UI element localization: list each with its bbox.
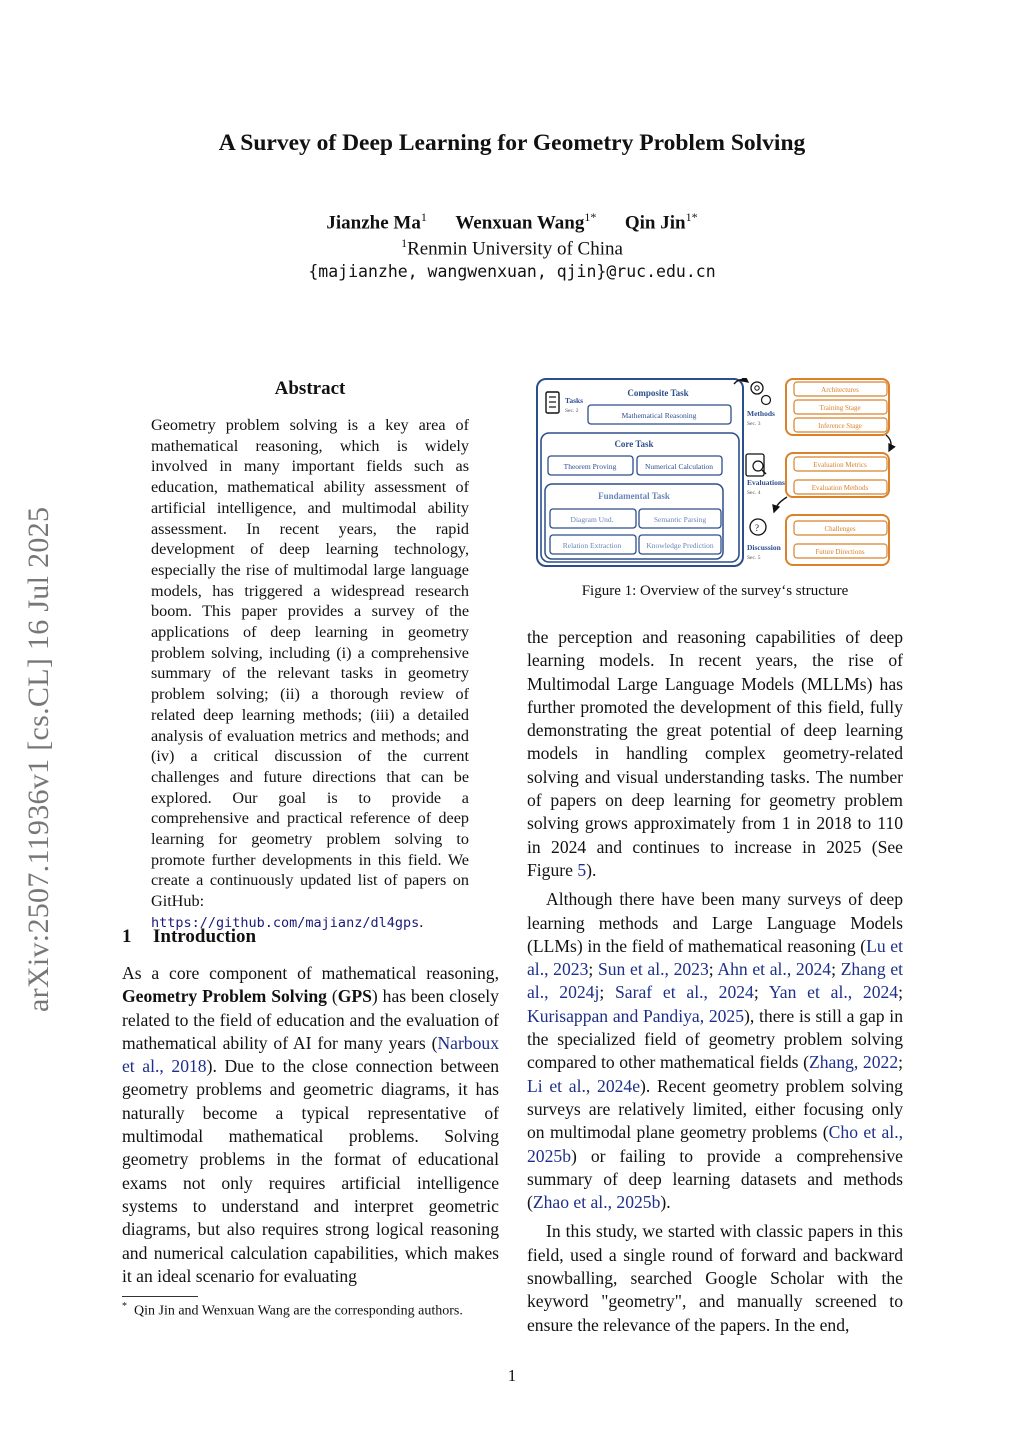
footnote-mark: * bbox=[122, 1301, 127, 1312]
section-heading bbox=[122, 926, 256, 948]
citation-link[interactable]: Zhao et al., 2025b bbox=[532, 1192, 661, 1213]
page-number: 1 bbox=[507, 1366, 517, 1385]
citation-link[interactable]: Zhang, 2022 bbox=[808, 1052, 899, 1073]
affiliation-name: Renmin University of China bbox=[407, 238, 623, 260]
right-column bbox=[527, 626, 903, 1337]
discussion-section: Sec. 5 bbox=[747, 555, 761, 561]
github-link[interactable]: https://github.com/majianz/dl4gps bbox=[151, 914, 420, 931]
citation-link[interactable]: Yan et al., 2024 bbox=[768, 982, 899, 1003]
future-directions-label: Future Directions bbox=[815, 548, 865, 556]
magnifier-icon bbox=[746, 454, 766, 476]
author-emails: {majianzhe, wangwenxuan, qjin}@ruc.edu.cn bbox=[308, 262, 716, 281]
gear-icon bbox=[751, 382, 771, 405]
fundamental-task-label: Fundamental Task bbox=[598, 491, 670, 501]
section-title: Introduction bbox=[153, 926, 257, 947]
flow-arrow bbox=[886, 435, 891, 451]
author-mark: 1* bbox=[685, 210, 698, 224]
architectures-label: Architectures bbox=[821, 386, 859, 394]
paper-title: A Survey of Deep Learning for Geometry Problem Solving bbox=[218, 130, 806, 156]
text-run: ). Due to the close connection between geometry problems and geometric diagrams, it has naturally become a typical representative of multimodal mathematical problems. Solving geometry problems in the format of educational exams not only requires artificial intelligence systems to understand and interpret geometric diagrams, but also requires strong logical reasoning and numerical calculation capabilities, which makes it an ideal scenario for evaluating bbox=[122, 1056, 499, 1286]
evaluations-label: Evaluations bbox=[747, 478, 785, 487]
methods-section: Sec. 3 bbox=[747, 421, 761, 427]
citation-link[interactable]: Cho et al., 2025b bbox=[527, 1122, 903, 1166]
evaluations-section: Sec. 4 bbox=[747, 490, 761, 496]
paragraph bbox=[527, 626, 903, 882]
evaluation-methods-label: Evaluation Methods bbox=[811, 484, 869, 492]
citation-link[interactable]: Ahn et al., 2024 bbox=[717, 959, 832, 980]
citation-link[interactable]: Sun et al., 2023 bbox=[597, 959, 709, 980]
text-run: ), there is still a gap in the specialized field of geometry problem solving compared to other mathematical fields ( bbox=[527, 1005, 903, 1073]
evaluation-metrics-label: Evaluation Metrics bbox=[813, 461, 867, 469]
bold-term: Geometry Problem Solving bbox=[122, 986, 327, 1007]
checklist-icon bbox=[546, 392, 559, 413]
text-run: ). bbox=[586, 859, 597, 880]
footnote bbox=[122, 1298, 499, 1321]
text-run: ). bbox=[660, 1192, 671, 1213]
abstract-heading: Abstract bbox=[274, 378, 346, 399]
author-mark: 1* bbox=[584, 210, 597, 224]
author-name: Wenxuan Wang bbox=[455, 212, 585, 234]
text-run: the perception and reasoning capabilities of deep learning models. In recent years, the rise of Multimodal Large Language Models (MLLMs) has further promoted the development of this field, fully demonstrating the great potential of deep learning models in handling complex geometry-related solving and visual understanding tasks. The number of papers on deep learning for geometry problem solving grows approximately from 1 in 2018 to 110 in 2024 and continues to increase in 2025 (See Figure bbox=[527, 627, 903, 880]
citation-link[interactable]: Li et al., 2024e bbox=[527, 1075, 641, 1096]
intro-paragraph bbox=[122, 962, 499, 1288]
inference-stage-label: Inference Stage bbox=[818, 422, 862, 430]
arxiv-identifier: arXiv:2507.11936v1 [cs.CL] 16 Jul 2025 bbox=[22, 506, 55, 1012]
citation-link[interactable]: Kurisappan and Pandiya, 2025 bbox=[527, 1005, 745, 1026]
text-run: ). Recent geometry problem solving surveys are relatively limited, either focusing only on multimodal plane geometry problems ( bbox=[527, 1075, 903, 1143]
composite-task-label: Composite Task bbox=[627, 388, 689, 398]
figure-reference-link[interactable]: 5 bbox=[577, 859, 587, 880]
knowledge-prediction-label: Knowledge Prediction bbox=[646, 541, 714, 550]
core-task-label: Core Task bbox=[614, 439, 654, 449]
citation-link[interactable]: Lu et al., 2023 bbox=[527, 935, 904, 980]
figure-caption: Figure 1: Overview of the survey‘s structure bbox=[581, 583, 849, 599]
abstract-text: Geometry problem solving is a key area of mathematical reasoning, which is widely involved in many important fields such as education, mathematical ability assessment of artificial intelligence, and multimodal ability assessment. In recent years, the rapid development of deep learning technology, especially the rise of multimodal large language models, has triggered a widespread research boom. This paper provides a survey of the applications of deep learning in geometry problem solving, including (i) a comprehensive summary of the relevant tasks in geometry problem solving; (ii) a thorough review of related deep learning methods; (iii) a detailed analysis of evaluation metrics and methods; and (iv) a critical discussion of the current challenges and future directions that can be explored. Our goal is to provide a comprehensive and practical reference of deep learning for geometry problem solving to promote further developments in this field. We create a continuously updated list of papers on GitHub: bbox=[151, 416, 469, 911]
svg-text:?: ? bbox=[755, 523, 759, 533]
discussion-label: Discussion bbox=[747, 543, 781, 552]
paragraph: Although there have been many surveys of deep learning methods and Large Language Models (LLMs) in the field of mathematical reasoning (Lu et al., 2023; Sun et al., 2023; Ahn et al., 2024; Zhang et al., 2024j; Saraf et al., 2024; Yan et al., 2024; Kurisappan and Pandiya, 2025), there is still a gap in the specialized field of geometry problem solving compared to other mathematical fields (Zhang, 2022; Li et al., 2024e). Recent geometry problem solving surveys are relatively limited, either focusing only on multimodal plane geometry problems (Cho et al., 2025b) or failing to provide a comprehensive summary of deep learning datasets and methods (Zhao et al., 2025b). bbox=[527, 889, 904, 1213]
text-run: Although there have been many surveys of deep learning methods and Large Language Models (LLMs) in the field of mathematical reasoning ( bbox=[527, 889, 903, 956]
abstract-end: . bbox=[419, 912, 424, 931]
author-list bbox=[0, 210, 1024, 234]
author-name: Qin Jin bbox=[624, 212, 686, 234]
tasks-section: Sec. 2 bbox=[565, 408, 579, 414]
training-stage-label: Training Stage bbox=[819, 404, 861, 412]
text-run: As a core component of mathematical reasoning, bbox=[122, 963, 499, 983]
tasks-label: Tasks bbox=[565, 396, 584, 405]
numerical-calculation-label: Numerical Calculation bbox=[644, 462, 714, 471]
mathematical-reasoning-label: Mathematical Reasoning bbox=[621, 411, 697, 420]
affiliation-mark: 1 bbox=[401, 236, 408, 250]
citation-link[interactable]: Narboux et al., 2018 bbox=[122, 1032, 499, 1077]
flow-arrow bbox=[774, 497, 787, 512]
footnote-rule bbox=[122, 1296, 198, 1297]
paragraph: In this study, we started with classic papers in this field, used a single round of forward and backward snowballing, searched Google Scholar with the keyword "geometry", and manually screened to ensure the relevance of the papers. In the end, bbox=[527, 1221, 903, 1335]
relation-extraction-label: Relation Extraction bbox=[562, 541, 622, 550]
citation-link[interactable]: Zhang et al., 2024j bbox=[527, 959, 904, 1003]
footnote-text: Qin Jin and Wenxuan Wang are the corresponding authors. bbox=[134, 1303, 463, 1319]
author-mark: 1 bbox=[420, 210, 427, 224]
text-run: ( bbox=[326, 986, 338, 1007]
challenges-label: Challenges bbox=[824, 525, 856, 533]
discussion-icon bbox=[750, 519, 766, 535]
bold-term: GPS bbox=[337, 986, 372, 1007]
diagram-understanding-label: Diagram Und. bbox=[570, 515, 614, 524]
methods-label: Methods bbox=[747, 409, 775, 418]
affiliation bbox=[0, 236, 1024, 260]
semantic-parsing-label: Semantic Parsing bbox=[653, 515, 707, 524]
text-run: ) has been closely related to the field of education and the evaluation of mathematical ability of AI for many years ( bbox=[122, 986, 499, 1053]
citation-link[interactable]: Saraf et al., 2024 bbox=[615, 982, 754, 1003]
section-number: 1 bbox=[122, 926, 132, 947]
theorem-proving-label: Theorem Proving bbox=[563, 462, 617, 471]
survey-structure-figure bbox=[536, 378, 896, 568]
author-name: Jianzhe Ma bbox=[326, 212, 421, 234]
text-run: ) or failing to provide a comprehensive summary of deep learning datasets and methods ( bbox=[527, 1145, 903, 1213]
abstract-body bbox=[151, 415, 469, 934]
